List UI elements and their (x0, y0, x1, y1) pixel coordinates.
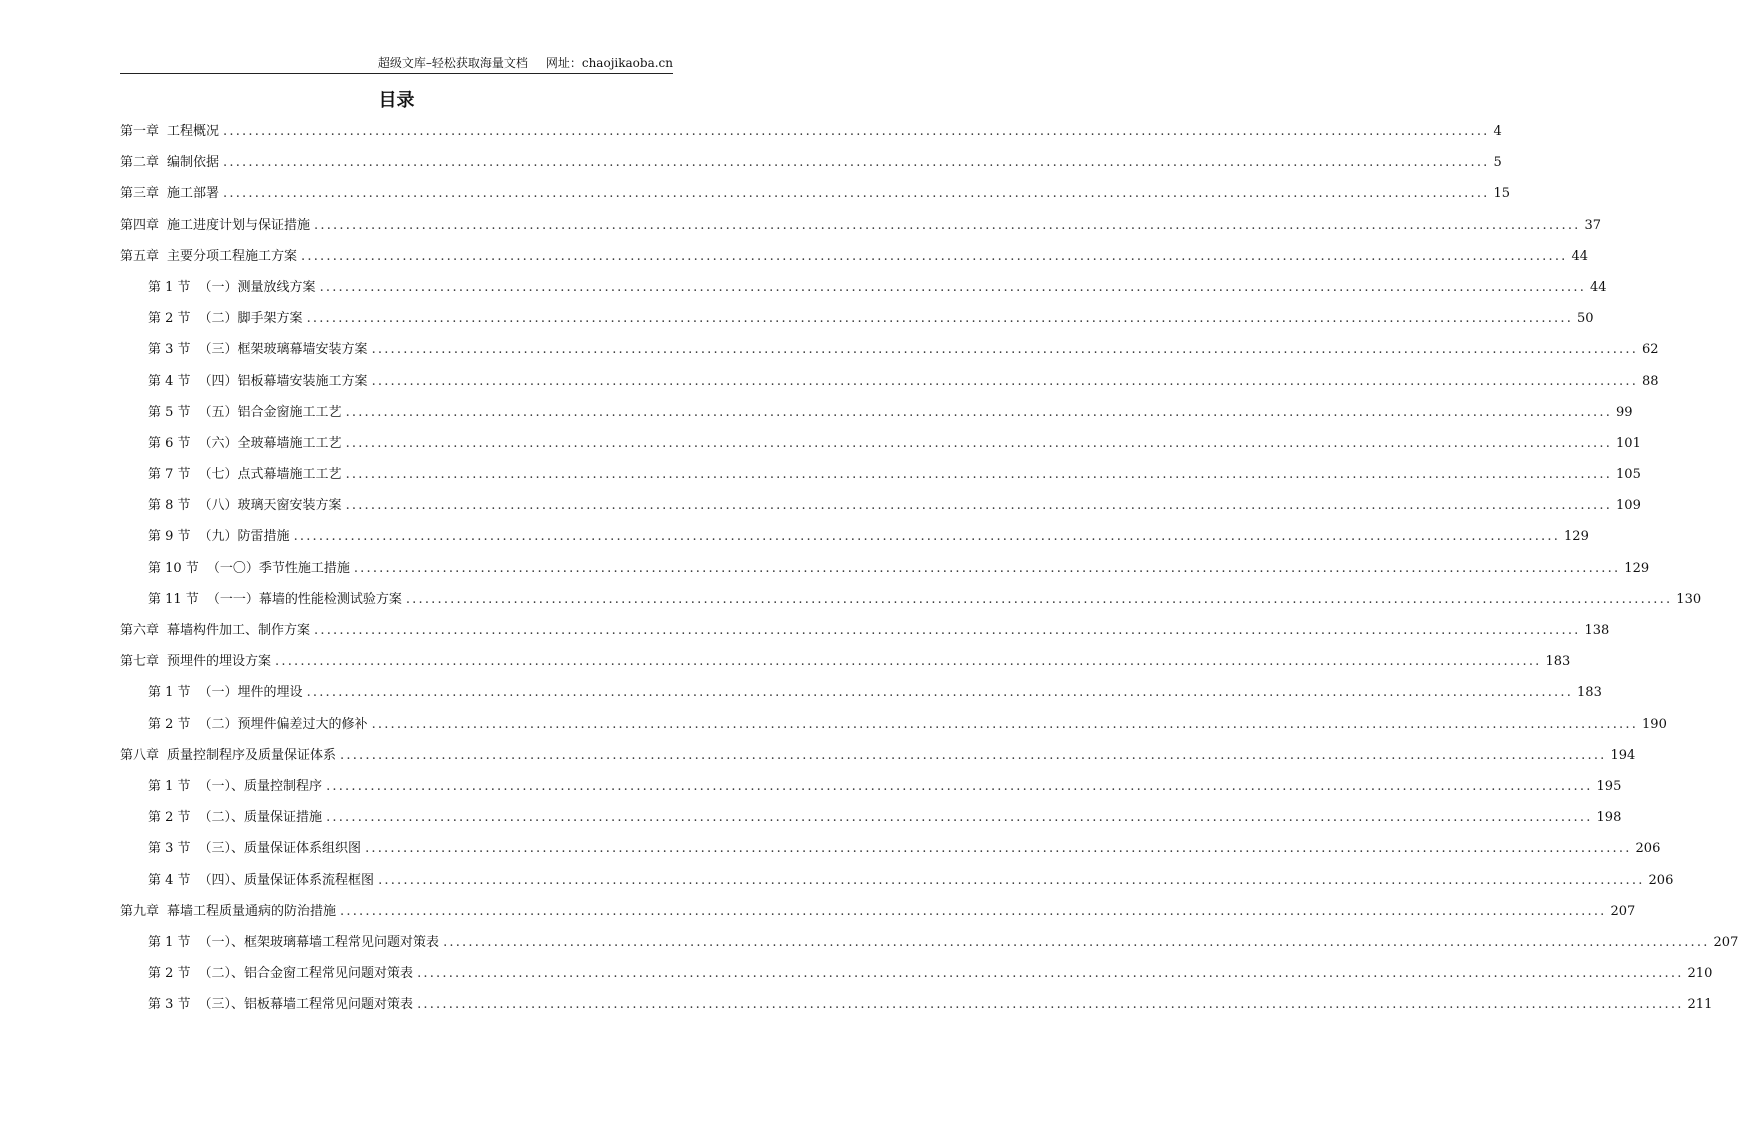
toc-entry-page: 37 (1584, 217, 1602, 233)
toc-entry-title: （一）测量放线方案 (198, 279, 316, 295)
dot-leader: ........................................................................................................................................................................................................ (345, 467, 1613, 483)
dot-leader: ........................................................................................................................................................................................................ (417, 966, 1684, 982)
toc-entry-title: 施工进度计划与保证措施 (167, 217, 311, 233)
toc-entry-label (148, 434, 342, 454)
toc-entry-title: （一）埋件的埋设 (198, 685, 303, 701)
toc-entry-label (120, 652, 271, 672)
toc-entry[interactable] (120, 871, 1674, 902)
toc-entry[interactable] (120, 933, 1738, 964)
dot-leader: ........................................................................................................................................................................................................ (275, 654, 1542, 670)
toc-entry-number: 第 3 节 (148, 997, 191, 1013)
toc-entry-number: 第二章 (120, 155, 160, 171)
toc-entry-page: 105 (1616, 467, 1641, 483)
dot-leader: ........................................................................................................................................................................................................ (306, 685, 1574, 701)
dot-leader: ........................................................................................................................................................................................................ (345, 435, 1613, 451)
dot-leader: ........................................................................................................................................................................................................ (319, 279, 1587, 295)
header-url: 网址：chaojikaoba.cn (545, 56, 673, 70)
toc-entry[interactable] (120, 559, 1650, 590)
toc-entry-title: （三）、铝板幕墙工程常见问题对策表 (198, 997, 414, 1013)
toc-entry-title: （一〇）季节性施工措施 (206, 560, 350, 576)
toc-entry-page: 101 (1616, 435, 1641, 451)
toc-entry-title: （七）点式幕墙施工工艺 (198, 467, 342, 483)
toc-entry[interactable] (120, 247, 1589, 278)
header-site-name: 超级文库–轻松获取海量文档 (377, 56, 528, 70)
toc-entry-title: （一）、框架玻璃幕墙工程常见问题对策表 (198, 934, 440, 950)
dot-leader: ........................................................................................................................................................................................................ (326, 778, 1593, 794)
toc-entry[interactable] (120, 496, 1641, 527)
toc-entry-label (148, 465, 342, 485)
toc-entry-number: 第 8 节 (148, 498, 191, 514)
toc-entry[interactable] (120, 372, 1659, 403)
dot-leader: ........................................................................................................................................................................................................ (345, 498, 1613, 514)
toc-entry-page: 210 (1687, 966, 1713, 982)
toc-entry-title: 编制依据 (167, 155, 220, 171)
toc-entry[interactable] (120, 746, 1636, 777)
toc-entry-number: 第 1 节 (148, 279, 191, 295)
toc-entry-page: 206 (1635, 841, 1661, 857)
toc-entry-number: 第 9 节 (148, 529, 191, 545)
toc-entry[interactable] (120, 683, 1602, 714)
toc-entry[interactable] (120, 216, 1602, 247)
toc-entry-label (120, 216, 310, 236)
toc-entry-label (148, 995, 413, 1015)
toc-entry-title: （二）预埋件偏差过大的修补 (198, 716, 368, 732)
toc-entry[interactable] (120, 808, 1622, 839)
dot-leader: ........................................................................................................................................................................................................ (443, 934, 1710, 950)
toc-entry-title: （三）、质量保证体系组织图 (198, 841, 362, 857)
toc-entry-label (148, 777, 322, 797)
toc-entry-number: 第 1 节 (148, 778, 191, 794)
toc-entry-title: 幕墙构件加工、制作方案 (167, 623, 311, 638)
toc-entry-page: 50 (1577, 311, 1594, 327)
toc-entry-page: 130 (1676, 591, 1702, 607)
dot-leader: ........................................................................................................................................................................................................ (314, 623, 1581, 638)
toc-entry-label (148, 527, 290, 547)
dot-leader: ........................................................................................................................................................................................................ (314, 217, 1581, 233)
toc-entry-page: 206 (1648, 872, 1674, 888)
toc-entry[interactable] (120, 839, 1661, 870)
toc-entry[interactable] (120, 590, 1702, 621)
toc-entry-label (120, 746, 336, 766)
toc-entry-page: 99 (1616, 404, 1633, 420)
toc-entry-number: 第 1 节 (148, 685, 191, 701)
toc-entry-label (148, 839, 361, 859)
toc-entry-title: （四）、质量保证体系流程框图 (198, 872, 375, 888)
toc-entry-page: 15 (1493, 186, 1511, 202)
dot-leader: ........................................................................................................................................................................................................ (340, 747, 1607, 763)
toc-entry-number: 第 2 节 (148, 810, 191, 826)
toc-entry-title: 预埋件的埋设方案 (167, 654, 272, 670)
toc-entry-number: 第 10 节 (148, 560, 199, 576)
toc-entry-label (148, 933, 439, 953)
toc-entry-label (148, 403, 342, 423)
toc-entry-title: 施工部署 (167, 186, 220, 202)
toc-entry[interactable] (120, 434, 1641, 465)
toc-entry-page: 207 (1713, 934, 1738, 950)
toc-entry-title: 主要分项工程施工方案 (167, 248, 298, 264)
toc-entry-number: 第 3 节 (148, 342, 191, 358)
toc-entry-label (120, 902, 336, 922)
dot-leader: ........................................................................................................................................................................................................ (306, 311, 1574, 327)
toc-entry-label (120, 247, 297, 267)
toc-entry[interactable] (120, 403, 1633, 434)
toc-entry-number: 第四章 (120, 217, 160, 233)
toc-entry-label (148, 808, 322, 828)
toc-entry-number: 第 4 节 (148, 373, 191, 389)
toc-entry-page: 183 (1545, 654, 1571, 670)
dot-leader: ........................................................................................................................................................................................................ (353, 560, 1621, 576)
toc-entry-number: 第三章 (120, 186, 160, 202)
dot-leader: ........................................................................................................................................................................................................ (223, 124, 1490, 139)
toc-entry-title: 幕墙工程质量通病的防治措施 (167, 903, 337, 919)
toc-entry-number: 第 2 节 (148, 966, 191, 982)
dot-leader: ........................................................................................................................................................................................................ (371, 342, 1639, 358)
toc-entry-page: 138 (1584, 623, 1610, 638)
toc-entry-page: 211 (1687, 997, 1713, 1013)
toc-entry-title: （一）、质量控制程序 (198, 778, 323, 794)
toc-entry-page: 198 (1596, 810, 1622, 826)
dot-leader: ........................................................................................................................................................................................................ (326, 810, 1593, 826)
page-title: 目录 (378, 90, 415, 111)
toc-entry[interactable] (120, 527, 1589, 558)
dot-leader: ........................................................................................................................................................................................................ (345, 404, 1613, 420)
toc-entry-number: 第七章 (120, 654, 160, 670)
toc-entry-label (120, 153, 219, 173)
toc-entry-page: 129 (1624, 560, 1650, 576)
toc-entry-number: 第 2 节 (148, 311, 191, 327)
toc-entry[interactable] (120, 621, 1610, 652)
toc-entry-label (148, 715, 368, 735)
dot-leader: ........................................................................................................................................................................................................ (371, 716, 1639, 732)
toc-entry[interactable] (120, 340, 1659, 371)
toc-entry-page: 109 (1616, 498, 1641, 514)
toc-entry-page: 62 (1642, 342, 1659, 358)
toc-entry-label (120, 621, 310, 641)
toc-entry-number: 第 2 节 (148, 716, 191, 732)
toc-entry-page: 44 (1590, 279, 1607, 295)
toc-entry-number: 第 5 节 (148, 404, 191, 420)
toc-entry-number: 第 7 节 (148, 467, 191, 483)
dot-leader: ........................................................................................................................................................................................................ (405, 591, 1673, 607)
toc-entry[interactable] (120, 995, 1713, 1026)
toc-entry-label (148, 559, 350, 579)
dot-leader: ........................................................................................................................................................................................................ (293, 529, 1561, 545)
toc-entry-label (148, 964, 413, 984)
toc-entry-label (148, 590, 402, 610)
toc-entry-label (148, 683, 303, 703)
toc-entry-page: 195 (1596, 778, 1622, 794)
toc-entry-number: 第 4 节 (148, 872, 191, 888)
toc-entry-title: （二）脚手架方案 (198, 311, 303, 327)
toc-entry-page: 4 (1493, 124, 1502, 139)
toc-entry-number: 第九章 (120, 903, 160, 919)
toc-entry-page: 183 (1577, 685, 1602, 701)
toc-entry-title: （九）防雷措施 (198, 529, 290, 545)
toc-entry-number: 第六章 (120, 623, 160, 638)
toc-entry-title: （八）玻璃天窗安装方案 (198, 498, 342, 514)
toc-entry-page: 207 (1610, 903, 1636, 919)
toc-entry-label (148, 871, 374, 891)
toc-entry-page: 44 (1571, 248, 1589, 264)
toc-entry-title: （六）全玻幕墙施工工艺 (198, 435, 342, 451)
toc-entry-label (148, 496, 342, 516)
toc-entry-number: 第八章 (120, 747, 160, 763)
toc-entry[interactable] (120, 153, 1502, 184)
toc-entry-page: 190 (1642, 716, 1667, 732)
toc-entry-label (148, 372, 368, 392)
toc-entry-label (120, 184, 219, 204)
toc-entry-page: 194 (1610, 747, 1636, 763)
toc-entry-number: 第 6 节 (148, 435, 191, 451)
toc-entry-title: （三）框架玻璃幕墙安装方案 (198, 342, 368, 358)
toc-entry-page: 5 (1493, 155, 1502, 171)
toc-entry[interactable] (120, 184, 1511, 215)
table-of-contents (120, 122, 1738, 1026)
toc-entry-number: 第一章 (120, 124, 160, 139)
toc-entry-title: （一一）幕墙的性能检测试验方案 (206, 591, 402, 607)
toc-entry[interactable] (120, 309, 1594, 340)
toc-entry[interactable] (120, 652, 1571, 683)
toc-entry[interactable] (120, 278, 1607, 309)
toc-entry[interactable] (120, 902, 1636, 933)
toc-entry-label (148, 309, 303, 329)
toc-entry-title: 工程概况 (167, 124, 220, 139)
dot-leader: ........................................................................................................................................................................................................ (223, 155, 1490, 171)
toc-entry[interactable] (120, 465, 1641, 496)
dot-leader: ........................................................................................................................................................................................................ (417, 997, 1684, 1013)
dot-leader: ........................................................................................................................................................................................................ (378, 872, 1645, 888)
page-header (120, 56, 673, 74)
toc-entry[interactable] (120, 122, 1502, 153)
toc-entry-number: 第五章 (120, 248, 160, 264)
toc-entry-page: 88 (1642, 373, 1659, 389)
toc-entry-title: （五）铝合金窗施工工艺 (198, 404, 342, 420)
dot-leader: ........................................................................................................................................................................................................ (340, 903, 1607, 919)
dot-leader: ........................................................................................................................................................................................................ (301, 248, 1568, 264)
toc-entry-number: 第 11 节 (148, 591, 199, 607)
toc-entry-title: 质量控制程序及质量保证体系 (167, 747, 337, 763)
toc-entry[interactable] (120, 715, 1667, 746)
toc-entry[interactable] (120, 964, 1713, 995)
dot-leader: ........................................................................................................................................................................................................ (223, 186, 1490, 202)
toc-entry-number: 第 3 节 (148, 841, 191, 857)
toc-entry-number: 第 1 节 (148, 934, 191, 950)
toc-entry-title: （四）铝板幕墙安装施工方案 (198, 373, 368, 389)
toc-entry[interactable] (120, 777, 1622, 808)
toc-entry-label (120, 122, 219, 142)
toc-entry-title: （二）、质量保证措施 (198, 810, 323, 826)
toc-entry-label (148, 278, 316, 298)
toc-entry-title: （二）、铝合金窗工程常见问题对策表 (198, 966, 414, 982)
dot-leader: ........................................................................................................................................................................................................ (371, 373, 1639, 389)
dot-leader: ........................................................................................................................................................................................................ (365, 841, 1632, 857)
toc-entry-page: 129 (1564, 529, 1589, 545)
toc-entry-label (148, 340, 368, 360)
